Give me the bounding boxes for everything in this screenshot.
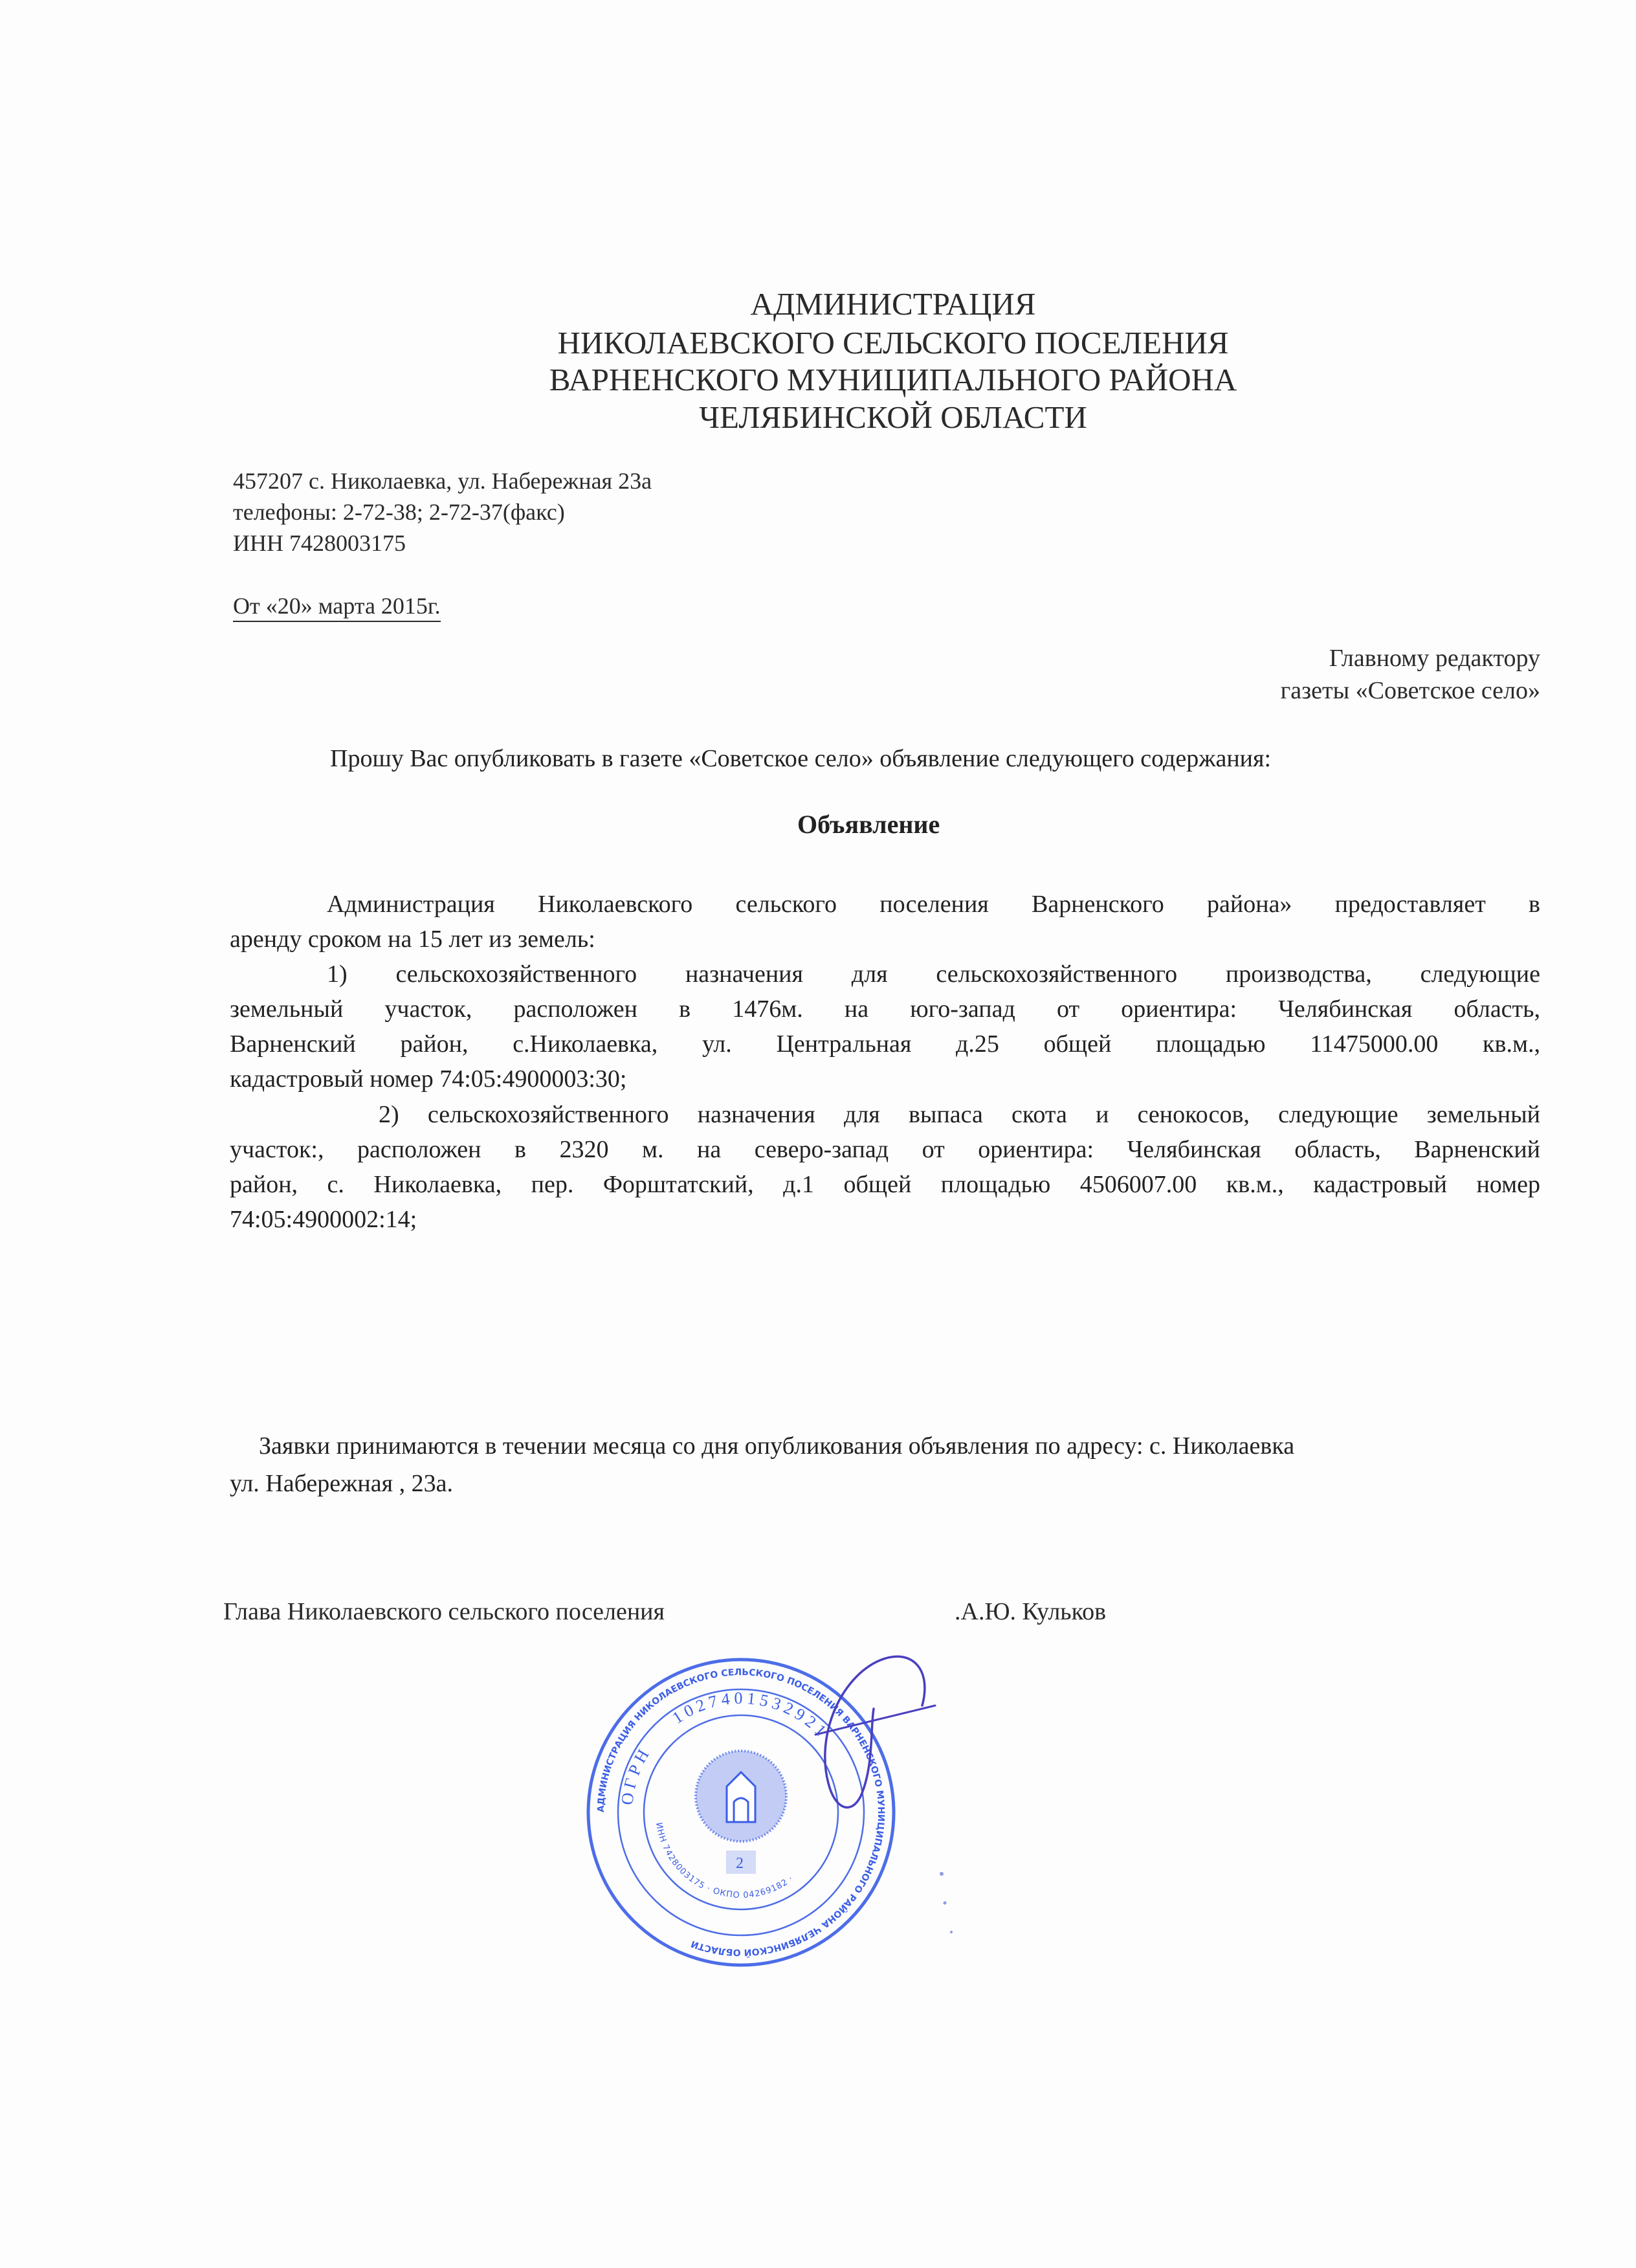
closing-line: Заявки принимаются в течении месяца со дня опубликования объявления по адресу: с. Николаевка (259, 1432, 1295, 1460)
announcement-intro (230, 887, 1540, 957)
item2-line: участок:, расположен в 2320 м. на северо-запад от ориентира: Челябинская область, Варненский (230, 1136, 1540, 1163)
item1-line: Варненский район, с.Николаевка, ул. Центральная д.25 общей площадью 11475000.00 кв.м., (230, 1030, 1540, 1058)
sender-address: 457207 с. Николаевка, ул. Набережная 23а (233, 468, 652, 494)
seal-ogrn-label: ОГРН (617, 1742, 655, 1807)
closing-paragraph (230, 1427, 1540, 1502)
intro-line: Администрация Николаевского сельского поселения Варненского района» предоставляет в (327, 891, 1540, 918)
request-text: Прошу Вас опубликовать в газете «Советское село» объявление следующего содержания: (330, 745, 1272, 772)
letter-date: От «20» марта 2015г. (233, 592, 441, 622)
item1-line: земельный участок, расположен в 1476м. на юго-запад от ориентира: Челябинская область, (230, 995, 1540, 1023)
letterhead-line-2: НИКОЛАЕВСКОГО СЕЛЬСКОГО ПОСЕЛЕНИЯ (557, 325, 1229, 361)
sender-phones: телефоны: 2-72-38; 2-72-37(факс) (233, 499, 565, 525)
handwritten-signature (777, 1644, 945, 1819)
seal-number-plate (727, 1851, 755, 1873)
seal-ogrn-number: 1027401532921 (669, 1688, 833, 1743)
addressee-line-2: газеты «Советское село» (1280, 677, 1540, 704)
svg-text:ОГРН (617, 1743, 655, 1807)
letterhead-line-1: АДМИНИСТРАЦИЯ (750, 286, 1036, 322)
intro-line: аренду сроком на 15 лет из земель: (230, 926, 595, 953)
sender-inn: ИНН 7428003175 (233, 530, 406, 556)
letterhead-line-3: ВАРНЕНСКОГО МУНИЦИПАЛЬНОГО РАЙОНА (549, 362, 1237, 397)
seal-inner-text: ИНН 7428003175 · ОКПО 04269182 · (653, 1821, 796, 1901)
signatory-name: .А.Ю. Кульков (955, 1598, 1107, 1625)
seal-emblem-icon (696, 1751, 786, 1841)
seal-outer-text: АДМИНИСТРАЦИЯ НИКОЛАЕВСКОГО СЕЛЬСКОГО ПОСЕЛЕНИЯ ВАРНЕНСКОГО МУНИЦИПАЛЬНОГО РАЙОНА ЧЕЛЯБИНСКОЙ ОБЛАСТИ (595, 1667, 887, 1958)
land-plot-item-2 (230, 1097, 1540, 1237)
closing-line: ул. Набережная , 23а. (230, 1470, 453, 1497)
item2-line: 2) сельскохозяйственного назначения для выпаса скота и сенокосов, следующие земельный (379, 1101, 1540, 1128)
item1-line: 1) сельскохозяйственного назначения для сельскохозяйственного производства, следующие (327, 961, 1540, 988)
land-plot-item-1 (230, 957, 1540, 1096)
signatory-title: Глава Николаевского сельского поселения (223, 1598, 665, 1625)
seal-number: 2 (736, 1855, 744, 1872)
addressee-line-1: Главному редактору (1329, 645, 1540, 672)
item1-line: кадастровый номер 74:05:4900003:30; (230, 1065, 627, 1093)
letterhead-line-4: ЧЕЛЯБИНСКОЙ ОБЛАСТИ (699, 399, 1087, 435)
item2-line: 74:05:4900002:14; (230, 1206, 417, 1233)
item2-line: район, с. Николаевка, пер. Форштатский, д.1 общей площадью 4506007.00 кв.м., кадастровый номер (230, 1171, 1540, 1198)
announcement-heading: Объявление (797, 810, 940, 839)
